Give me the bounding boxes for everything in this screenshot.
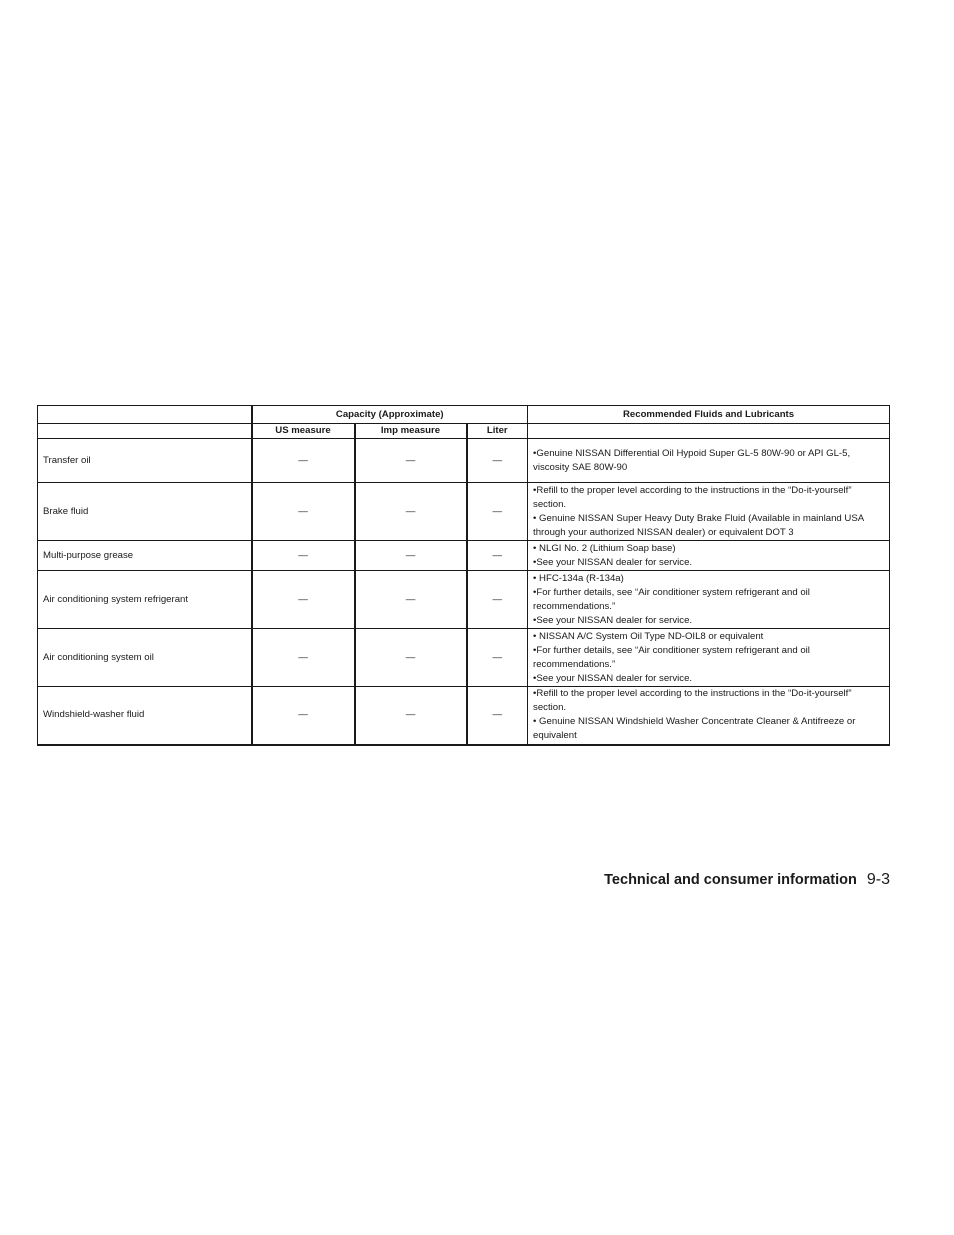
row-item-label: Transfer oil: [38, 439, 252, 483]
header-blank: [38, 406, 252, 424]
table-header-row: [38, 406, 890, 424]
row-us-value: —: [252, 687, 355, 745]
row-item-label: Brake fluid: [38, 483, 252, 541]
row-us-value: —: [252, 483, 355, 541]
recommendation-line: •For further details, see “Air conditioner system refrigerant and oil recommendations.”: [533, 586, 810, 612]
row-imp-value: —: [355, 541, 467, 571]
row-recommendation: [528, 541, 890, 571]
row-liter-value: —: [467, 571, 528, 629]
page-footer: [604, 871, 890, 889]
header-capacity: Capacity (Approximate): [252, 406, 528, 424]
row-liter-value: —: [467, 629, 528, 687]
row-imp-value: —: [355, 483, 467, 541]
row-imp-value: —: [355, 687, 467, 745]
row-liter-value: —: [467, 541, 528, 571]
table-row: [38, 483, 890, 541]
recommendation-line: •Refill to the proper level according to the instructions in the “Do-it-yourself” section.: [533, 688, 852, 714]
recommendation-line: •Refill to the proper level according to the instructions in the “Do-it-yourself” section.: [533, 484, 852, 510]
row-item-label: Air conditioning system refrigerant: [38, 571, 252, 629]
recommendation-line: •Genuine NISSAN Differential Oil Hypoid Super GL-5 80W-90 or API GL-5, viscosity SAE 80W-90: [533, 447, 851, 473]
row-recommendation: [528, 483, 890, 541]
recommendation-line: • NISSAN A/C System Oil Type ND-OIL8 or equivalent: [533, 630, 764, 642]
row-imp-value: —: [355, 629, 467, 687]
row-us-value: —: [252, 629, 355, 687]
table-row: [38, 629, 890, 687]
recommendation-line: • Genuine NISSAN Windshield Washer Concentrate Cleaner & Antifreeze or equivalent: [533, 716, 856, 742]
row-recommendation: [528, 687, 890, 745]
page-number: 9-3: [866, 871, 890, 888]
recommendation-line: •See your NISSAN dealer for service.: [533, 672, 693, 684]
row-recommendation: [528, 439, 890, 483]
row-us-value: —: [252, 571, 355, 629]
row-liter-value: —: [467, 687, 528, 745]
header-recommended: Recommended Fluids and Lubricants: [528, 406, 890, 424]
table-row: [38, 541, 890, 571]
header-us-measure: US measure: [252, 424, 355, 439]
footer-section-title: Technical and consumer information: [604, 872, 857, 888]
row-recommendation: [528, 571, 890, 629]
row-imp-value: —: [355, 571, 467, 629]
row-recommendation: [528, 629, 890, 687]
fluids-capacity-table: [37, 405, 890, 746]
row-item-label: Windshield-washer fluid: [38, 687, 252, 745]
subheader-blank: [38, 424, 252, 439]
recommendation-line: •See your NISSAN dealer for service.: [533, 556, 693, 568]
recommendation-line: • Genuine NISSAN Super Heavy Duty Brake Fluid (Available in mainland USA through your authorized NISSAN dealer) or equivalent DOT 3: [533, 512, 864, 538]
recommendation-line: • NLGI No. 2 (Lithium Soap base): [533, 542, 676, 554]
recommendation-line: •For further details, see “Air conditioner system refrigerant and oil recommendations.”: [533, 644, 810, 670]
row-liter-value: —: [467, 439, 528, 483]
table-row: [38, 439, 890, 483]
table-subheader-row: [38, 424, 890, 439]
header-imp-measure: Imp measure: [355, 424, 467, 439]
recommendation-line: • HFC-134a (R-134a): [533, 572, 624, 584]
table-row: [38, 571, 890, 629]
row-item-label: Multi-purpose grease: [38, 541, 252, 571]
row-imp-value: —: [355, 439, 467, 483]
row-us-value: —: [252, 439, 355, 483]
recommendation-line: •See your NISSAN dealer for service.: [533, 614, 693, 626]
row-us-value: —: [252, 541, 355, 571]
header-liter: Liter: [467, 424, 528, 439]
subheader-blank-right: [528, 424, 890, 439]
row-item-label: Air conditioning system oil: [38, 629, 252, 687]
table-row: [38, 687, 890, 745]
row-liter-value: —: [467, 483, 528, 541]
